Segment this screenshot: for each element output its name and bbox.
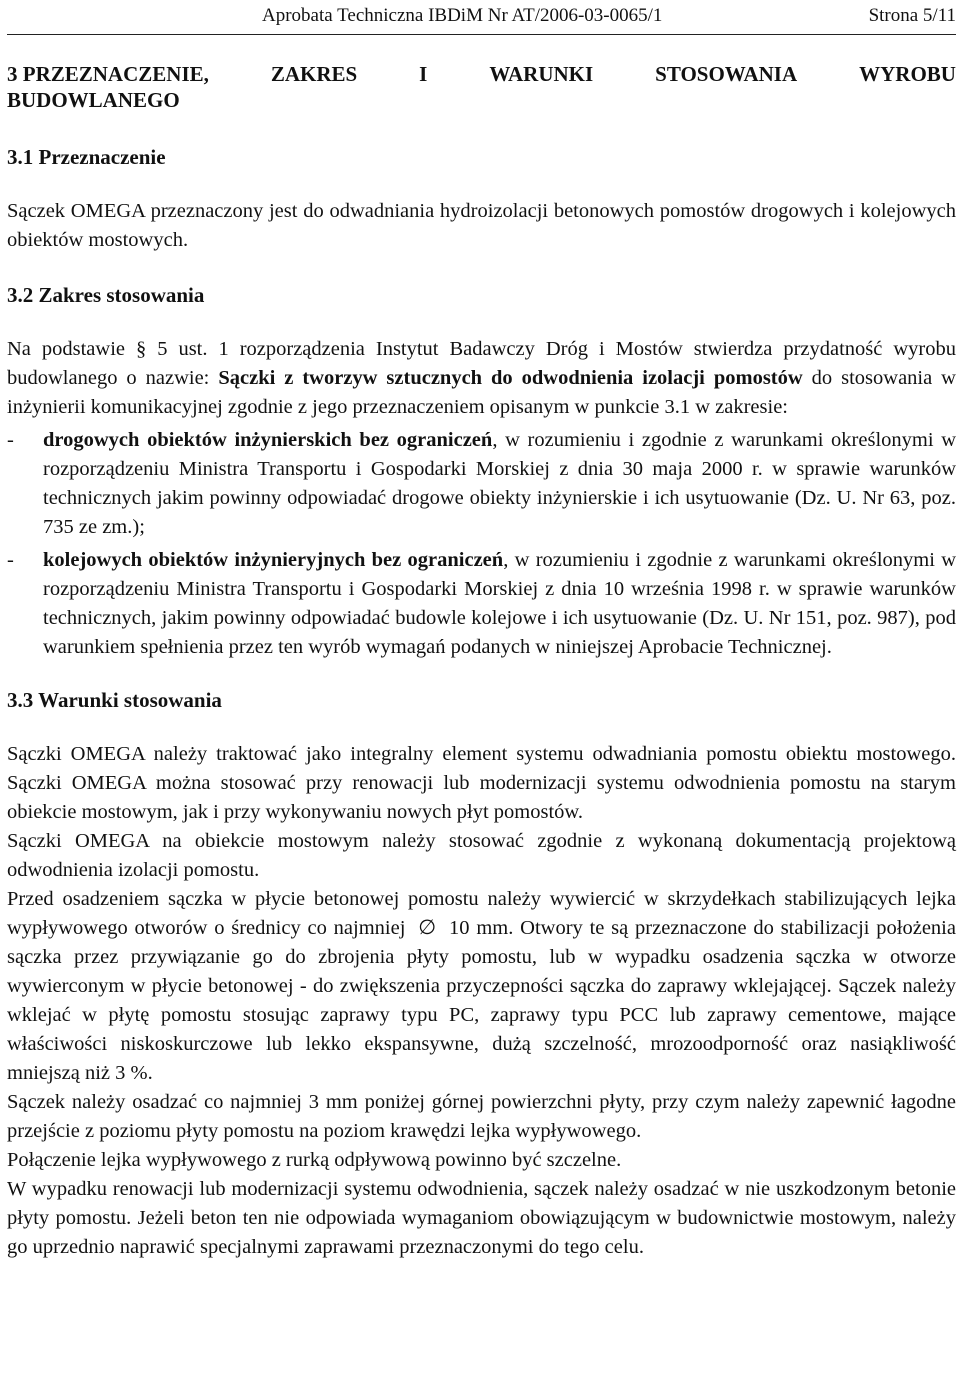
section-3-3-para: Sączki OMEGA na obiekcie mostowym należy stosować zgodnie z wykonaną dokumentacją projektową odwodnienia izolacji pomostu. xyxy=(7,830,956,881)
chapter-word: I xyxy=(419,62,428,86)
list-dash: - xyxy=(7,549,14,571)
section-3-3-title: 3.3 Warunki stosowania xyxy=(7,688,222,712)
chapter-heading-line-2: BUDOWLANEGO xyxy=(7,88,180,112)
chapter-heading xyxy=(7,61,956,113)
section-3-3-para: Sączek należy osadzać co najmniej 3 mm poniżej górnej powierzchni płyty, przy czym należy zapewnić łagodne przejście z poziomu płyty pomostu na poziom krawędzi lejka wypływowego. xyxy=(7,1091,956,1142)
list-item xyxy=(7,546,956,662)
list-dash: - xyxy=(7,429,14,451)
chapter-heading-line-1 xyxy=(7,61,956,87)
section-3-3-para: Sączki OMEGA należy traktować jako integralny element systemu odwadniania pomostu obiektu mostowego. Sączki OMEGA można stosować przy renowacji lub modernizacji systemu odwodnienia pomostu na starym obiekcie mostowym, jak i przy wykonywaniu nowych płyt pomostów. xyxy=(7,743,956,823)
list-item-bold: kolejowych obiektów inżynieryjnych bez ograniczeń xyxy=(43,549,504,571)
product-name: Sączki z tworzyw sztucznych do odwodnienia izolacji pomostów xyxy=(218,367,803,389)
list-item-text xyxy=(43,426,956,542)
section-3-1-text: Sączek OMEGA przeznaczony jest do odwadniania hydroizolacji betonowych pomostów drogowych i kolejowych obiektów mostowych. xyxy=(7,200,956,251)
section-3-2-intro xyxy=(7,335,956,422)
para-text-a: Przed osadzeniem sączka w płycie betonowej pomostu należy wywiercić w skrzydełkach stabilizujących lejka wypływowego otworów o średnicy co najmniej xyxy=(7,888,956,939)
chapter-word: WARUNKI xyxy=(489,62,594,86)
page-number: Strona 5/11 xyxy=(868,5,956,26)
list-item-rest: , w rozumieniu i zgodnie z warunkami określonymi w rozporządzeniu Ministra Transportu i Gospodarki Morskiej z dnia 30 maja 2000 r. w sprawie warunków technicznych jakim powinny odpowiadać drogowe obiekty inżynierskie i ich usytuowanie (Dz. U. Nr 63, poz. 735 ze zm.); xyxy=(43,429,956,538)
page-header xyxy=(7,0,956,35)
chapter-word: ZAKRES xyxy=(270,62,358,86)
chapter-word: STOSOWANIA xyxy=(655,62,798,86)
section-3-3-para: W wypadku renowacji lub modernizacji systemu odwodnienia, sączek należy osadzać w nie uszkodzonym betonie płyty pomostu. Jeżeli beton ten nie odpowiada wymaganiom obowiązującym w budownictwie mostowym, należy go uprzednio naprawić specjalnymi zaprawami przeznaczonymi do tego celu. xyxy=(7,1178,956,1258)
list-item-text xyxy=(43,546,956,662)
list-item-rest: , w rozumieniu i zgodnie z warunkami określonymi w rozporządzeniu Ministra Transportu i Gospodarki Morskiej z dnia 10 września 1998 r. w sprawie warunków technicznych, jakim powinny odpowiadać budowle kolejowe i ich usytuowanie (Dz. U. Nr 151, poz. 987), pod warunkiem spełnienia przez ten wyrób wymagań podanych w niniejszej Aprobacie Technicznej. xyxy=(43,549,957,658)
document-page xyxy=(7,0,956,1262)
para-text-b: 10 mm. Otwory te są przeznaczone do stabilizacji położenia sączka przez przywiązanie go do zbrojenia płyty pomostu, lub w wypadku osadzenia sączka w otworze wywierconym w płycie betonowej - do zwiększenia przyczepności sączka do zaprawy wklejającej. Sączek należy wklejać w płytę pomostu stosując zaprawy typu PC, zaprawy typu PCC lub zaprawy cementowe, mające właściwości niskoskurczowe lub lekko ekspansywne, dużą szczelność, mrozoodporność oraz nasiąkliwość mniejszą niż 3 %. xyxy=(7,917,956,1084)
section-3-3-para xyxy=(7,885,956,1088)
intro-text-b: do stosowania w inżynierii komunikacyjnej zgodnie z jego przeznaczeniem opisanym w punkcie 3.1 w zakresie: xyxy=(7,367,956,418)
section-3-3-para: Połączenie lejka wypływowego z rurką odpływową powinno być szczelne. xyxy=(7,1149,622,1171)
chapter-word: WYROBU xyxy=(859,62,956,86)
list-item xyxy=(7,426,956,542)
chapter-word: 3 PRZEZNACZENIE, xyxy=(7,62,209,86)
section-3-2-title: 3.2 Zakres stosowania xyxy=(7,283,205,307)
intro-text-a: Na podstawie § 5 ust. 1 rozporządzenia Instytut Badawczy Dróg i Mostów stwierdza przydatność wyrobu budowlanego o nazwie: xyxy=(7,338,956,389)
section-3-1-title: 3.1 Przeznaczenie xyxy=(7,145,166,169)
list-item-bold: drogowych obiektów inżynierskich bez ograniczeń xyxy=(43,429,493,451)
approval-number: Aprobata Techniczna IBDiM Nr AT/2006-03-0065/1 xyxy=(262,5,663,26)
diameter-symbol: ∅ xyxy=(418,917,437,939)
